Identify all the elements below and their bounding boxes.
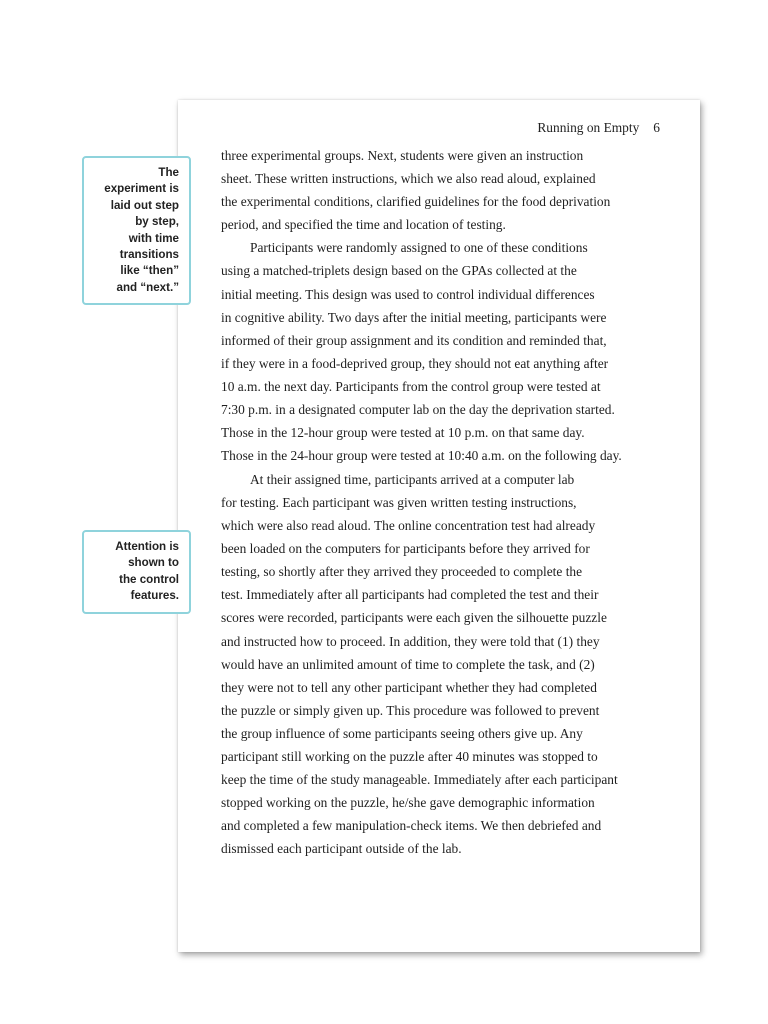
body-line: dismissed each participant outside of the lab. [221, 841, 462, 856]
body-line: test. Immediately after all participants had completed the test and their [221, 587, 599, 602]
body-line: for testing. Each participant was given written testing instructions, [221, 495, 577, 510]
body-text [178, 100, 700, 952]
margin-annotation-control-features [82, 530, 191, 614]
body-line: the puzzle or simply given up. This procedure was followed to prevent [221, 703, 600, 718]
page-number: 6 [653, 120, 660, 135]
body-line: testing, so shortly after they arrived they proceeded to complete the [221, 564, 583, 579]
annotation-line: the control [119, 572, 179, 586]
body-line: keep the time of the study manageable. Immediately after each participant [221, 772, 618, 787]
annotation-line: Attention is [115, 540, 179, 553]
body-line: sheet. These written instructions, which we also read aloud, explained [221, 171, 596, 186]
margin-annotation-step-by-step [82, 156, 191, 305]
body-line: Participants were randomly assigned to one of these conditions [250, 240, 588, 255]
body-line: if they were in a food-deprived group, they should not eat anything after [221, 356, 609, 371]
body-line: three experimental groups. Next, students were given an instruction [221, 148, 584, 163]
body-line: informed of their group assignment and its condition and reminded that, [221, 333, 607, 348]
body-line: would have an unlimited amount of time to complete the task, and (2) [221, 657, 595, 672]
body-line: using a matched-triplets design based on the GPAs collected at the [221, 263, 577, 278]
body-line: in cognitive ability. Two days after the initial meeting, participants were [221, 310, 607, 325]
annotation-line: laid out step [110, 198, 179, 212]
body-line: and completed a few manipulation-check items. We then debriefed and [221, 818, 602, 833]
annotation-line: The [158, 166, 179, 179]
body-line: Those in the 24-hour group were tested at 10:40 a.m. on the following day. [221, 448, 622, 463]
body-line: At their assigned time, participants arrived at a computer lab [250, 472, 575, 487]
annotation-line: transitions [119, 248, 179, 262]
body-line: which were also read aloud. The online concentration test had already [221, 518, 596, 533]
body-line: 7:30 p.m. in a designated computer lab on the day the deprivation started. [221, 402, 615, 417]
body-line: the experimental conditions, clarified guidelines for the food deprivation [221, 194, 611, 209]
body-line: scores were recorded, participants were each given the silhouette puzzle [221, 610, 607, 625]
body-line: Those in the 12-hour group were tested at 10 p.m. on that same day. [221, 425, 585, 440]
paper-page [178, 100, 700, 952]
annotation-line: with time [128, 231, 179, 245]
running-head-title: Running on Empty [537, 120, 640, 135]
body-line: participant still working on the puzzle after 40 minutes was stopped to [221, 749, 598, 764]
body-line: 10 a.m. the next day. Participants from the control group were tested at [221, 379, 601, 394]
body-line: they were not to tell any other participant whether they had completed [221, 680, 597, 695]
body-line: initial meeting. This design was used to control individual differences [221, 287, 595, 302]
annotation-line: by step, [135, 215, 179, 229]
body-line: the group influence of some participants seeing others give up. Any [221, 726, 583, 741]
annotation-line: like “then” [120, 264, 179, 278]
annotation-line: shown to [128, 556, 179, 570]
body-line: and instructed how to proceed. In addition, they were told that (1) they [221, 634, 600, 649]
body-line: stopped working on the puzzle, he/she gave demographic information [221, 795, 595, 810]
annotation-line: and “next.” [116, 280, 179, 294]
annotation-line: experiment is [104, 182, 179, 196]
annotation-line: features. [130, 589, 179, 603]
body-line: been loaded on the computers for participants before they arrived for [221, 541, 590, 556]
body-line: period, and specified the time and location of testing. [221, 217, 506, 232]
